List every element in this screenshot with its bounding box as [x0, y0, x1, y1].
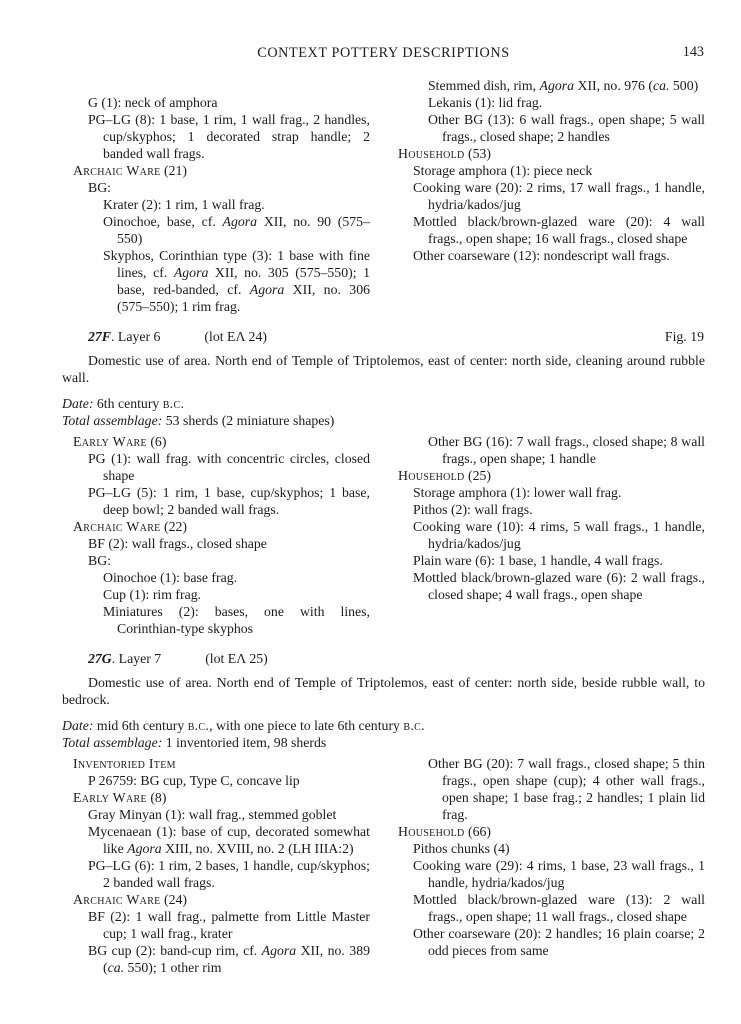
pottery-entry — [387, 857, 705, 891]
column-right — [387, 433, 705, 637]
text-run: (24) — [160, 892, 188, 907]
date-line — [62, 717, 705, 734]
text-run: Other coarseware (20): 2 handles; 16 plain coarse; 2 odd pieces from same — [413, 926, 705, 958]
text-run: Cooking ware (29): 4 rims, 1 base, 23 wall frags., 1 handle, hydria/kados/jug — [413, 858, 705, 890]
pottery-entry — [62, 772, 370, 789]
text-run: Archaic Ware — [73, 519, 161, 534]
pottery-entry — [62, 213, 370, 247]
assemblage-line — [62, 734, 705, 751]
text-run: (21) — [160, 163, 188, 178]
text-run: . Layer 6 — [111, 329, 161, 344]
text-run: Miniatures (2): bases, one with lines, Corinthian-type skyphos — [103, 604, 370, 636]
pottery-entry — [62, 891, 370, 908]
pottery-entry — [62, 162, 370, 179]
date-line — [62, 395, 705, 412]
text-run: PG–LG (5): 1 rim, 1 base, cup/skyphos; 1 base, deep bowl; 2 banded wall frags. — [88, 485, 370, 517]
pottery-entry — [387, 467, 705, 484]
text-run: Cooking ware (20): 2 rims, 17 wall frags., 1 handle, hydria/kados/jug — [413, 180, 705, 212]
text-run: P 26759: BG cup, Type C, concave lip — [88, 773, 300, 788]
pottery-entry — [387, 569, 705, 603]
text-run: Early Ware — [73, 434, 147, 449]
text-run: Other BG (16): 7 wall frags., closed shape; 8 wall frags., open shape; 1 handle — [428, 434, 705, 466]
text-run: 53 sherds (2 miniature shapes) — [162, 413, 335, 428]
pottery-entry — [62, 586, 370, 603]
text-run: Household — [398, 824, 465, 839]
pottery-entry — [387, 840, 705, 857]
pottery-entry — [62, 755, 370, 772]
pottery-entry — [387, 162, 705, 179]
text-run: Gray Minyan (1): wall frag., stemmed goblet — [88, 807, 337, 822]
pottery-entry — [62, 942, 370, 976]
text-run: Pithos chunks (4) — [413, 841, 510, 856]
text-run: PG–LG (8): 1 base, 1 rim, 1 wall frag., 2 handles, cup/skyphos; 1 decorated strap handle; 2 banded wall frags. — [88, 112, 370, 161]
column-right — [387, 77, 705, 315]
text-run: mid 6th century — [93, 718, 188, 733]
text-run: BF (2): 1 wall frag., palmette from Little Master cup; 1 wall frag., krater — [88, 909, 370, 941]
pottery-entry — [62, 179, 370, 196]
section-meta — [62, 395, 705, 429]
text-run: Total assemblage: — [62, 413, 163, 428]
page-number: 143 — [682, 44, 704, 60]
text-run: Stemmed dish, rim, — [428, 78, 540, 93]
text-run: Oinochoe, base, cf. — [103, 214, 223, 229]
pottery-entry — [387, 94, 705, 111]
text-run: Household — [398, 468, 465, 483]
text-run: Other BG (20): 7 wall frags., closed shape; 5 thin frags., open shape (cup); 4 other wall frags., open shape; 1 base frag.; 2 handles; 1 plain lid frag. — [428, 756, 705, 822]
text-run: (66) — [464, 824, 491, 839]
pottery-entry — [62, 789, 370, 806]
section-description: Domestic use of area. North end of Temple of Triptolemos, east of center: north side, beside rubble wall, to bedrock. — [62, 675, 705, 707]
text-run: (25) — [464, 468, 491, 483]
text-run: Other BG (13): 6 wall frags., open shape; 5 wall frags., closed shape; 2 handles — [428, 112, 705, 144]
text-run: BG: — [88, 180, 111, 195]
text-run: (53) — [464, 146, 491, 161]
pottery-entry — [387, 145, 705, 162]
text-run: Plain ware (6): 1 base, 1 handle, 4 wall frags. — [413, 553, 663, 568]
text-run: 1 inventoried item, 98 sherds — [162, 735, 327, 750]
text-run: 27F — [88, 329, 111, 344]
lot-label: (lot ΕΛ 25) — [205, 651, 268, 666]
text-run: 550); 1 other rim — [124, 960, 222, 975]
text-run: (22) — [160, 519, 188, 534]
text-run: , with one piece to late 6th century — [209, 718, 404, 733]
section-27g — [62, 650, 705, 976]
pottery-entry — [62, 484, 370, 518]
pottery-entry — [387, 111, 705, 145]
text-run: BG cup (2): band-cup rim, cf. — [88, 943, 262, 958]
pottery-entry — [62, 535, 370, 552]
text-run: 6th century — [93, 396, 163, 411]
text-run: 500) — [669, 78, 699, 93]
text-run: . Layer 7 — [111, 651, 162, 666]
pottery-entry — [62, 450, 370, 484]
text-run: ca. — [652, 78, 670, 93]
figure-ref: Fig. 19 — [664, 329, 704, 344]
text-run: Agora — [127, 841, 162, 856]
text-run: BF (2): wall frags., closed shape — [88, 536, 267, 551]
text-run: Early Ware — [73, 790, 147, 805]
text-run: Lekanis (1): lid frag. — [428, 95, 543, 110]
text-run: b.c. — [403, 718, 425, 733]
pottery-entry — [62, 433, 370, 450]
text-run: XII, no. 389 ( — [103, 943, 370, 975]
pottery-entry — [387, 179, 705, 213]
text-run: (6) — [146, 434, 167, 449]
section-27f — [62, 328, 705, 637]
section-id-layer — [88, 328, 160, 345]
pottery-entry — [387, 77, 705, 94]
pottery-entry — [62, 196, 370, 213]
pottery-entry — [387, 247, 705, 264]
pottery-entry — [387, 213, 705, 247]
text-run: Mottled black/brown-glazed ware (6): 2 wall frags., closed shape; 4 wall frags., open shape — [413, 570, 705, 602]
text-run: Inventoried Item — [73, 756, 176, 771]
text-run: Cooking ware (10): 4 rims, 5 wall frags., 1 handle, hydria/kados/jug — [413, 519, 705, 551]
pottery-entry — [387, 501, 705, 518]
continued-pottery-list — [62, 77, 705, 315]
pottery-entry — [387, 552, 705, 569]
text-run: Mottled black/brown-glazed ware (20): 4 wall frags., open shape; 16 wall frags., closed shape — [413, 214, 705, 246]
pottery-entry — [62, 908, 370, 942]
text-run: Oinochoe (1): base frag. — [103, 570, 238, 585]
pottery-entry — [62, 603, 370, 637]
section-description: Domestic use of area. North end of Temple of Triptolemos, east of center: north side, cleaning around rubble wall. — [62, 353, 705, 385]
pottery-entry — [62, 247, 370, 315]
pottery-entry — [387, 755, 705, 823]
text-run: Mottled black/brown-glazed ware (13): 2 wall frags., open shape; 11 wall frags., closed shape — [413, 892, 705, 924]
pottery-entry — [62, 94, 370, 111]
pottery-entry — [62, 552, 370, 569]
pottery-list — [62, 755, 705, 976]
text-run: b.c. — [162, 396, 185, 411]
page-title: CONTEXT POTTERY DESCRIPTIONS — [257, 45, 510, 61]
text-run: Agora — [222, 214, 258, 229]
text-run: XII, no. 976 ( — [574, 78, 653, 93]
text-run: Other coarseware (12): nondescript wall frags. — [413, 248, 670, 263]
text-run: Agora — [249, 282, 285, 297]
pottery-entry — [387, 823, 705, 840]
lot-label: (lot ΕΛ 24) — [204, 329, 267, 344]
text-run: ca. — [107, 960, 125, 975]
pottery-entry — [62, 569, 370, 586]
column-right — [387, 755, 705, 976]
text-run: Mycenaean (1): base of cup, decorated somewhat like — [88, 824, 370, 856]
text-run: G (1): neck of amphora — [88, 95, 218, 110]
figure-ref — [704, 650, 705, 667]
assemblage-line — [62, 412, 705, 429]
text-run: Household — [398, 146, 465, 161]
text-run: PG (1): wall frag. with concentric circles, closed shape — [88, 451, 370, 483]
text-run: Skyphos, Corinthian type (3): 1 base with fine lines, cf. — [103, 248, 370, 280]
text-run: XII, no. 90 (575–550) — [117, 214, 370, 246]
pottery-entry — [387, 891, 705, 925]
section-id-layer — [88, 650, 161, 667]
text-run: Storage amphora (1): lower wall frag. — [413, 485, 622, 500]
column-left — [62, 755, 370, 976]
pottery-entry — [62, 111, 370, 162]
text-run: BG: — [88, 553, 111, 568]
section-heading — [62, 650, 705, 667]
running-head — [62, 44, 705, 61]
column-left — [62, 433, 370, 637]
text-run: XII, no. 306 (575–550); 1 rim frag. — [117, 282, 370, 314]
text-run: Storage amphora (1): piece neck — [413, 163, 593, 178]
section-heading — [62, 328, 705, 345]
pottery-list — [62, 433, 705, 637]
text-run: (8) — [146, 790, 167, 805]
text-run: XIII, no. XVIII, no. 2 (LH IIIA:2) — [161, 841, 354, 856]
text-run: PG–LG (6): 1 rim, 2 bases, 1 handle, cup/skyphos; 2 banded wall frags. — [88, 858, 370, 890]
pottery-entry — [62, 518, 370, 535]
text-run: Krater (2): 1 rim, 1 wall frag. — [103, 197, 265, 212]
text-run: Date: — [62, 396, 94, 411]
text-run: b.c. — [187, 718, 210, 733]
text-run: Date: — [62, 718, 94, 733]
text-run: Total assemblage: — [62, 735, 163, 750]
text-run: 27G — [88, 651, 112, 666]
text-run: Archaic Ware — [73, 892, 161, 907]
pottery-entry — [62, 806, 370, 823]
text-run: Agora — [173, 265, 209, 280]
text-run: XII, no. 305 (575–550); 1 base, red-banded, cf. — [117, 265, 371, 297]
text-run: Agora — [261, 943, 297, 958]
pottery-entry — [62, 823, 370, 857]
text-run: Agora — [539, 78, 575, 93]
text-run: Archaic Ware — [73, 163, 161, 178]
pottery-entry — [62, 857, 370, 891]
text-run: Cup (1): rim frag. — [103, 587, 202, 602]
pottery-entry — [387, 925, 705, 959]
text-run: Pithos (2): wall frags. — [413, 502, 533, 517]
section-meta — [62, 717, 705, 751]
page-content — [62, 44, 705, 976]
pottery-entry — [387, 433, 705, 467]
pottery-entry — [387, 518, 705, 552]
pottery-entry — [387, 484, 705, 501]
column-left — [62, 77, 370, 315]
